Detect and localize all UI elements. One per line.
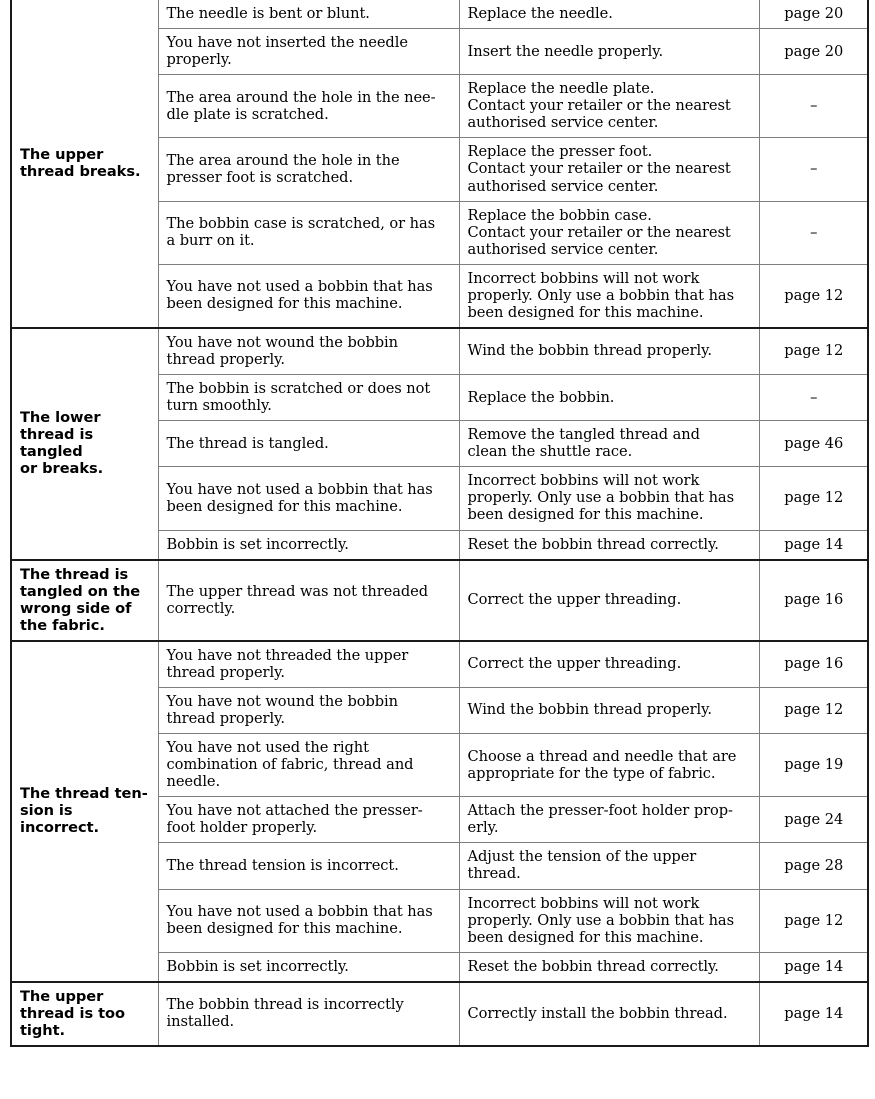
text-line: Contact your retailer or the nearest bbox=[467, 223, 731, 241]
text-line: Correct the upper threading. bbox=[467, 655, 682, 673]
cause-cell bbox=[158, 641, 459, 688]
table-body bbox=[11, 0, 868, 1046]
text-line: Contact your retailer or the nearest bbox=[467, 97, 731, 115]
remedy-cell bbox=[459, 560, 759, 641]
cause-cell bbox=[158, 138, 459, 201]
text-line: needle. bbox=[166, 773, 221, 791]
text-line: turn smoothly. bbox=[166, 397, 272, 415]
text-line: appropriate for the type of fabric. bbox=[467, 764, 716, 782]
reference-cell: page 16 bbox=[759, 641, 868, 688]
text-line: thread properly. bbox=[166, 663, 285, 681]
text-line: properly. Only use a bobbin that has bbox=[467, 286, 735, 304]
text-line: Bobbin is set incorrectly. bbox=[166, 957, 349, 975]
text-line: The thread ten- bbox=[20, 785, 148, 803]
reference-cell: – bbox=[759, 201, 868, 264]
table-row bbox=[11, 328, 868, 375]
remedy-cell bbox=[459, 797, 759, 843]
problem-cell bbox=[11, 0, 158, 328]
text-line: Replace the needle plate. bbox=[467, 80, 655, 98]
reference-cell: page 14 bbox=[759, 530, 868, 560]
text-line: been designed for this machine. bbox=[166, 497, 403, 515]
text-line: properly. Only use a bobbin that has bbox=[467, 911, 735, 929]
text-line: Adjust the tension of the upper bbox=[467, 848, 697, 866]
table-row bbox=[11, 560, 868, 641]
text-line: combination of fabric, thread and bbox=[166, 756, 414, 774]
problem-cell bbox=[11, 328, 158, 560]
reference-cell: page 12 bbox=[759, 328, 868, 375]
text-line: been designed for this machine. bbox=[166, 920, 403, 938]
text-line: or breaks. bbox=[20, 460, 104, 478]
text-line: The upper bbox=[20, 145, 104, 163]
text-line: thread breaks. bbox=[20, 162, 141, 180]
cause-cell bbox=[158, 421, 459, 467]
text-line: Replace the bobbin case. bbox=[467, 206, 652, 224]
cause-cell bbox=[158, 29, 459, 75]
remedy-cell bbox=[459, 375, 759, 421]
text-line: Correct the upper threading. bbox=[467, 591, 682, 609]
text-line: You have not used a bobbin that has bbox=[166, 480, 433, 498]
text-line: The upper bbox=[20, 987, 104, 1005]
text-line: Replace the needle. bbox=[467, 5, 613, 22]
text-line: You have not inserted the needle bbox=[166, 34, 408, 52]
remedy-cell bbox=[459, 467, 759, 530]
text-line: The upper thread was not threaded bbox=[166, 582, 429, 600]
reference-cell: page 28 bbox=[759, 843, 868, 889]
text-line: Attach the presser-foot holder prop- bbox=[467, 802, 733, 820]
text-line: sion is incorrect. bbox=[20, 802, 100, 837]
text-line: The thread is bbox=[20, 565, 129, 583]
text-line: The bobbin thread is incorrectly bbox=[166, 996, 404, 1014]
cause-cell bbox=[158, 560, 459, 641]
reference-cell: page 12 bbox=[759, 687, 868, 733]
cause-cell bbox=[158, 0, 459, 29]
text-line: thread properly. bbox=[166, 351, 285, 368]
text-line: Contact your retailer or the nearest bbox=[467, 160, 731, 178]
troubleshooting-table-wrapper bbox=[10, 0, 867, 1047]
reference-cell: page 12 bbox=[759, 264, 868, 328]
text-line: Bobbin is set incorrectly. bbox=[166, 535, 349, 553]
text-line: authorised service center. bbox=[467, 114, 659, 132]
reference-cell: page 14 bbox=[759, 982, 868, 1046]
text-line: thread. bbox=[467, 865, 521, 883]
reference-cell: page 46 bbox=[759, 421, 868, 467]
text-line: You have not used a bobbin that has bbox=[166, 278, 433, 296]
text-line: Wind the bobbin thread properly. bbox=[467, 701, 712, 719]
reference-cell: page 20 bbox=[759, 0, 868, 29]
text-line: The lower bbox=[20, 409, 101, 427]
problem-cell bbox=[11, 641, 158, 982]
cause-cell bbox=[158, 375, 459, 421]
table-row bbox=[11, 0, 868, 29]
cause-cell bbox=[158, 75, 459, 138]
text-line: Incorrect bobbins will not work bbox=[467, 269, 700, 287]
text-line: authorised service center. bbox=[467, 177, 659, 195]
remedy-cell bbox=[459, 29, 759, 75]
text-line: tangled on the bbox=[20, 582, 141, 600]
text-line: You have not attached the presser- bbox=[166, 802, 423, 820]
remedy-cell bbox=[459, 734, 759, 797]
table-row bbox=[11, 641, 868, 688]
cause-cell bbox=[158, 734, 459, 797]
text-line: Reset the bobbin thread correctly. bbox=[467, 535, 719, 553]
text-line: You have not wound the bobbin bbox=[166, 692, 399, 710]
problem-cell bbox=[11, 982, 158, 1046]
text-line: thread properly. bbox=[166, 710, 285, 727]
text-line: The bobbin case is scratched, or has bbox=[166, 215, 436, 233]
text-line: The thread tension is incorrect. bbox=[166, 856, 399, 874]
remedy-cell bbox=[459, 843, 759, 889]
reference-cell: page 24 bbox=[759, 797, 868, 843]
remedy-cell bbox=[459, 982, 759, 1046]
text-line: dle plate is scratched. bbox=[166, 105, 329, 123]
cause-cell bbox=[158, 201, 459, 264]
remedy-cell bbox=[459, 530, 759, 560]
text-line: Wind the bobbin thread properly. bbox=[467, 342, 712, 360]
remedy-cell bbox=[459, 328, 759, 375]
text-line: thread is tangled bbox=[20, 426, 94, 461]
cause-cell bbox=[158, 797, 459, 843]
text-line: properly. bbox=[166, 51, 232, 69]
text-line: foot holder properly. bbox=[166, 819, 318, 837]
remedy-cell bbox=[459, 138, 759, 201]
reference-cell: – bbox=[759, 138, 868, 201]
reference-cell: page 12 bbox=[759, 889, 868, 952]
cause-cell bbox=[158, 328, 459, 375]
reference-cell: page 20 bbox=[759, 29, 868, 75]
text-line: been designed for this machine. bbox=[467, 928, 704, 946]
reference-cell: – bbox=[759, 375, 868, 421]
remedy-cell bbox=[459, 421, 759, 467]
text-line: The area around the hole in the bbox=[166, 151, 400, 169]
cause-cell bbox=[158, 467, 459, 530]
text-line: wrong side of bbox=[20, 599, 132, 617]
text-line: been designed for this machine. bbox=[467, 303, 704, 321]
cause-cell bbox=[158, 264, 459, 328]
text-line: The bobbin is scratched or does not bbox=[166, 380, 431, 398]
text-line: authorised service center. bbox=[467, 240, 659, 258]
text-line: Reset the bobbin thread correctly. bbox=[467, 957, 719, 975]
text-line: been designed for this machine. bbox=[166, 295, 403, 313]
table-row bbox=[11, 982, 868, 1046]
remedy-cell bbox=[459, 687, 759, 733]
cause-cell bbox=[158, 889, 459, 952]
text-line: Incorrect bobbins will not work bbox=[467, 472, 700, 490]
text-line: a burr on it. bbox=[166, 232, 255, 250]
text-line: thread is too bbox=[20, 1004, 125, 1022]
cause-cell bbox=[158, 843, 459, 889]
remedy-cell bbox=[459, 0, 759, 29]
text-line: Insert the needle properly. bbox=[467, 42, 664, 60]
remedy-cell bbox=[459, 201, 759, 264]
text-line: tight. bbox=[20, 1021, 66, 1039]
text-line: The area around the hole in the nee- bbox=[166, 88, 436, 106]
text-line: Replace the presser foot. bbox=[467, 143, 653, 161]
text-line: been designed for this machine. bbox=[467, 506, 704, 524]
text-line: clean the shuttle race. bbox=[467, 443, 633, 461]
problem-cell bbox=[11, 560, 158, 641]
text-line: installed. bbox=[166, 1013, 235, 1031]
reference-cell: page 19 bbox=[759, 734, 868, 797]
remedy-cell bbox=[459, 952, 759, 982]
text-line: You have not used the right bbox=[166, 739, 369, 757]
text-line: Remove the tangled thread and bbox=[467, 426, 700, 444]
text-line: The needle is bent or blunt. bbox=[166, 5, 370, 22]
text-line: the fabric. bbox=[20, 616, 105, 634]
text-line: properly. Only use a bobbin that has bbox=[467, 489, 735, 507]
cause-cell bbox=[158, 530, 459, 560]
remedy-cell bbox=[459, 641, 759, 688]
cause-cell bbox=[158, 982, 459, 1046]
text-line: correctly. bbox=[166, 599, 236, 617]
text-line: presser foot is scratched. bbox=[166, 168, 354, 186]
remedy-cell bbox=[459, 889, 759, 952]
text-line: You have not wound the bobbin bbox=[166, 333, 399, 351]
reference-cell: page 14 bbox=[759, 952, 868, 982]
text-line: Correctly install the bobbin thread. bbox=[467, 1004, 728, 1022]
text-line: You have not used a bobbin that has bbox=[166, 903, 433, 921]
troubleshooting-table bbox=[10, 0, 869, 1047]
text-line: Incorrect bobbins will not work bbox=[467, 894, 700, 912]
remedy-cell bbox=[459, 264, 759, 328]
reference-cell: page 16 bbox=[759, 560, 868, 641]
text-line: Choose a thread and needle that are bbox=[467, 747, 737, 765]
cause-cell bbox=[158, 952, 459, 982]
reference-cell: – bbox=[759, 75, 868, 138]
text-line: You have not threaded the upper bbox=[166, 646, 409, 664]
remedy-cell bbox=[459, 75, 759, 138]
text-line: erly. bbox=[467, 819, 499, 837]
reference-cell: page 12 bbox=[759, 467, 868, 530]
text-line: Replace the bobbin. bbox=[467, 388, 615, 406]
cause-cell bbox=[158, 687, 459, 733]
text-line: The thread is tangled. bbox=[166, 434, 329, 452]
